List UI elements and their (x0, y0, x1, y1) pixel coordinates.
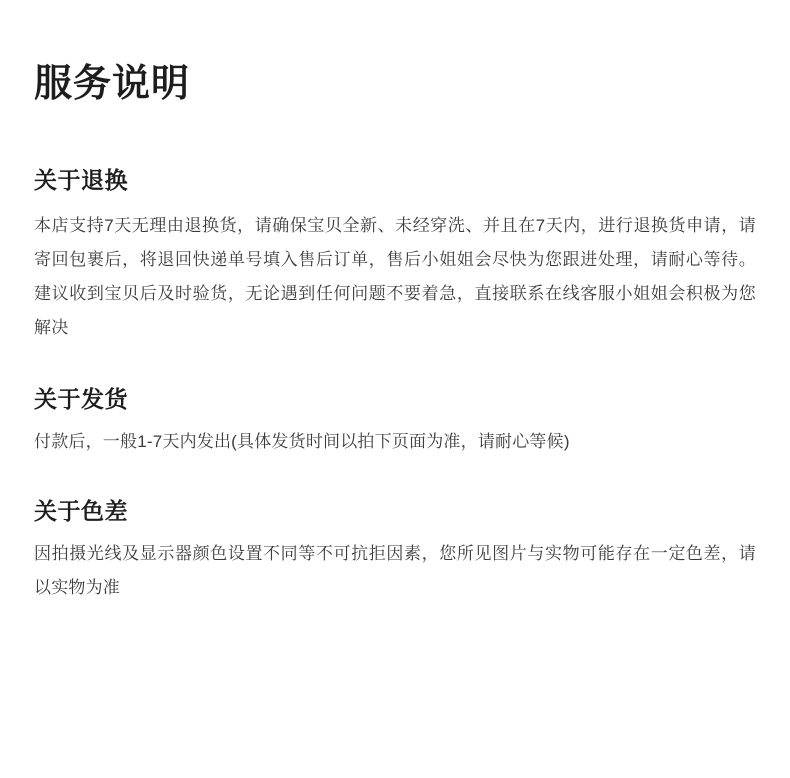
section-body-shipping: 付款后，一般1-7天内发出(具体发货时间以拍下页面为准，请耐心等候) (34, 432, 570, 452)
section-heading-color: 关于色差 (34, 498, 128, 525)
section-color-difference (34, 497, 756, 605)
section-body-color: 因拍摄光线及显示器颜色设置不同等不可抗拒因素，您所见图片与实物可能存在一定色差，请以实物为准 (34, 544, 756, 598)
section-return-policy (34, 166, 756, 346)
section-heading-shipping: 关于发货 (34, 386, 128, 413)
section-shipping-policy (34, 385, 756, 459)
page-title: 服务说明 (34, 63, 191, 105)
section-heading-return: 关于退换 (34, 166, 128, 193)
section-body-return: 本店支持7天无理由退换货，请确保宝贝全新、未经穿洗、并且在7天内，进行退换货申请，请寄回包裹后，将退回快递单号填入售后订单，售后小姐姐会尽快为您跟进处理，请耐心等待。建议收到宝贝后及时验货，无论遇到任何问题不要着急，直接联系在线客服小姐姐会积极为您解决 (34, 216, 756, 338)
